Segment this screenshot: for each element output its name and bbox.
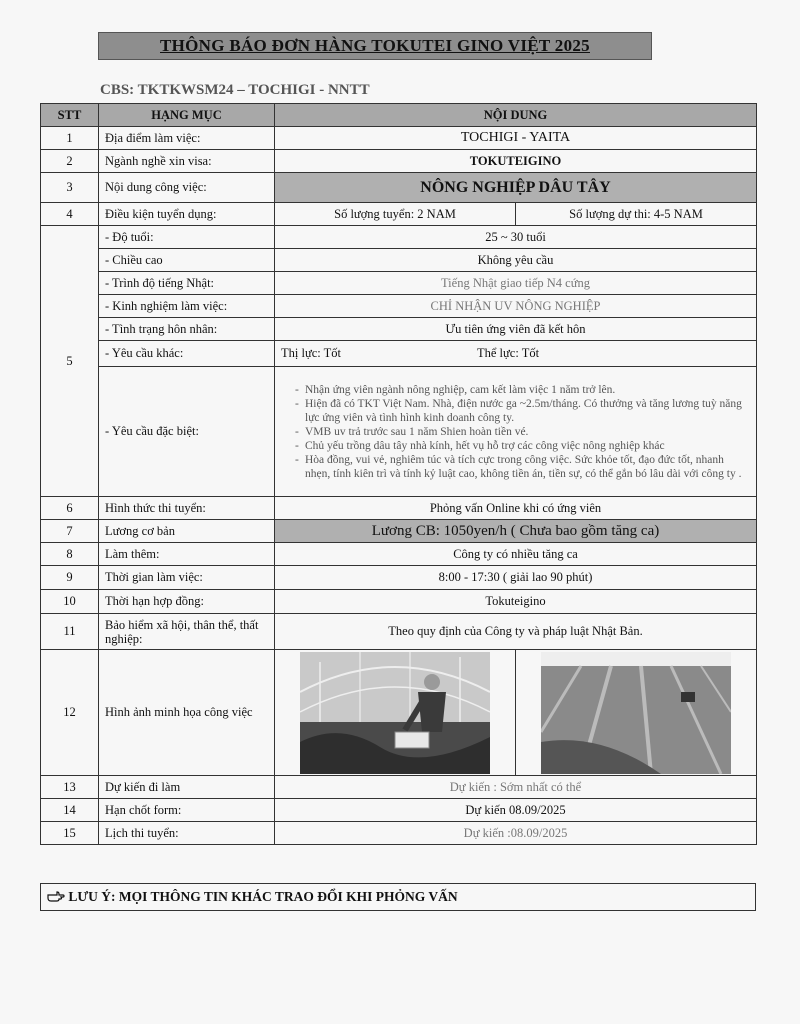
row-value: CHỈ NHẬN UV NÔNG NGHIỆP [275,295,757,318]
table-row [41,226,757,249]
row-value: Ưu tiên ứng viên đã kết hôn [275,318,757,341]
table-row [41,650,757,776]
row-item: Hình ảnh minh họa công việc [99,650,275,776]
row-item: - Chiều cao [99,249,275,272]
table-row [41,776,757,799]
row-stt: 8 [41,543,99,566]
table-row [41,272,757,295]
table-row [41,203,757,226]
row-item: Thời gian làm việc: [99,566,275,590]
row-stt: 6 [41,497,99,520]
order-table [40,103,757,845]
row-item: - Yêu cầu khác: [99,341,275,367]
table-row [41,822,757,845]
row-stt: 9 [41,566,99,590]
table-row [41,127,757,150]
row-value: Theo quy định của Công ty và pháp luật Nhật Bản. [275,614,757,650]
row-stt: 5 [41,226,99,497]
row-item: Ngành nghề xin visa: [99,150,275,173]
order-code: CBS: TKTKWSM24 – TOCHIGI - NNTT [100,82,370,98]
table-row [41,318,757,341]
row-item: Nội dung công việc: [99,173,275,203]
row-item: - Kinh nghiệm làm việc: [99,295,275,318]
row-item: Lịch thi tuyển: [99,822,275,845]
exam-count: Số lượng dự thi: 4-5 NAM [569,206,703,221]
special-requirements-list [281,383,750,481]
greenhouse-strawberry-photo [300,652,490,774]
row-stt: 4 [41,203,99,226]
header-stt: STT [41,104,99,127]
row-item: Hạn chốt form: [99,799,275,822]
table-row [41,173,757,203]
row-value: Dự kiến :08.09/2025 [275,822,757,845]
table-header [41,104,757,127]
row-stt: 2 [41,150,99,173]
recruit-count: Số lượng tuyển: 2 NAM [275,203,516,225]
row-value: TOKUTEIGINO [275,150,757,173]
list-item: - Hòa đồng, vui vẻ, nghiêm túc và tích cực trong công việc. Sức khỏe tốt, đạo đức tốt, nhanh nhẹn, tính kiên trì và tính kỷ luật cao, không tiền án, tiền sự, có thể gắn bó lâu dài với công ty . [295,453,750,481]
row-value: Lương CB: 1050yen/h ( Chưa bao gồm tăng ca) [275,520,757,543]
row-item: Lương cơ bản [99,520,275,543]
row-stt: 3 [41,173,99,203]
field-farming-photo [541,652,731,774]
table-row [41,566,757,590]
row-item: Dự kiến đi làm [99,776,275,799]
list-item: - VMB uv trả trước sau 1 năm Shien hoàn tiền vé. [295,425,750,439]
row-item: - Yêu cầu đặc biệt: [99,367,275,497]
row-value: Tokuteigino [275,590,757,614]
row-item: - Độ tuổi: [99,226,275,249]
row-value: 25 ~ 30 tuổi [275,226,757,249]
table-row [41,367,757,497]
row-item: Thời hạn hợp đồng: [99,590,275,614]
row-stt: 1 [41,127,99,150]
table-row [41,150,757,173]
table-row [41,497,757,520]
list-item: - Hiện đã có TKT Việt Nam. Nhà, điện nước ga ~2.5m/tháng. Có thưởng và tăng lương tuỳ năng lực ứng viên và tình hình kinh doanh công ty. [295,397,750,425]
row-item: - Tình trạng hôn nhân: [99,318,275,341]
table-row [41,543,757,566]
row-item: Bảo hiểm xã hội, thân thể, thất nghiệp: [99,614,275,650]
header-hang-muc: HẠNG MỤC [99,104,275,127]
row-item: - Trình độ tiếng Nhật: [99,272,275,295]
row-stt: 14 [41,799,99,822]
note-banner [40,883,756,911]
fitness-requirement: Thể lực: Tốt [477,346,540,360]
header-noi-dung: NỘI DUNG [275,104,757,127]
row-item: Địa điểm làm việc: [99,127,275,150]
row-item: Điều kiện tuyển dụng: [99,203,275,226]
document-title: THÔNG BÁO ĐƠN HÀNG TOKUTEI GINO VIỆT 2025 [98,32,652,60]
row-value: NÔNG NGHIỆP DÂU TÂY [275,173,757,203]
list-item: - Chủ yếu trồng dâu tây nhà kính, hết vụ hỗ trợ các công việc nông nghiệp khác [295,439,750,453]
row-value: Công ty có nhiều tăng ca [275,543,757,566]
list-item: - Nhận ứng viên ngành nông nghiệp, cam kết làm việc 1 năm trở lên. [295,383,750,397]
table-row [41,295,757,318]
row-stt: 12 [41,650,99,776]
hand-pointing-icon [47,889,68,904]
table-row [41,590,757,614]
table-row [41,520,757,543]
row-value: Dự kiến 08.09/2025 [275,799,757,822]
row-value: Dự kiến : Sớm nhất có thể [275,776,757,799]
row-item: Hình thức thi tuyển: [99,497,275,520]
row-value: TOCHIGI - YAITA [275,127,757,150]
table-row [41,249,757,272]
eyesight-requirement: Thị lực: Tốt [281,346,342,360]
table-row [41,614,757,650]
row-value: Không yêu cầu [275,249,757,272]
row-value: 8:00 - 17:30 ( giải lao 90 phút) [275,566,757,590]
row-item: Làm thêm: [99,543,275,566]
row-stt: 10 [41,590,99,614]
row-value: Tiếng Nhật giao tiếp N4 cứng [275,272,757,295]
row-stt: 7 [41,520,99,543]
row-value: Phỏng vấn Online khi có ứng viên [275,497,757,520]
table-row [41,341,757,367]
row-stt: 15 [41,822,99,845]
note-text: LƯU Ý: MỌI THÔNG TIN KHÁC TRAO ĐỔI KHI PHỎNG VẤN [68,889,458,904]
table-row [41,799,757,822]
row-stt: 11 [41,614,99,650]
row-stt: 13 [41,776,99,799]
